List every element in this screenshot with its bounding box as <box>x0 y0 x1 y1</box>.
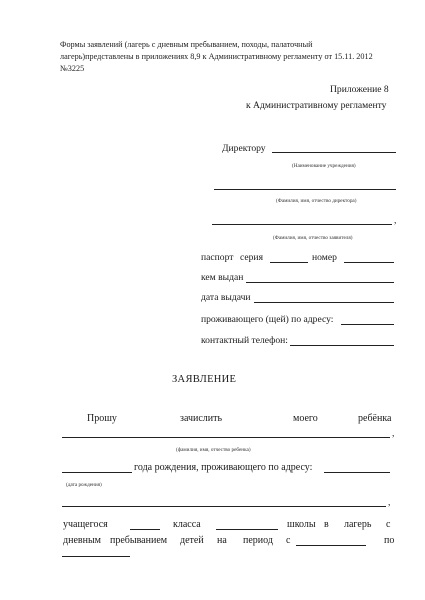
address-line <box>341 324 394 325</box>
director-name-caption: (Фамилия, имя, отчество директора) <box>276 198 357 204</box>
phone-label: контактный телефон: <box>201 335 288 346</box>
child-comma: , <box>392 428 395 439</box>
intro-line-3: №3225 <box>60 64 85 73</box>
word-na: на <box>217 535 227 546</box>
number-label: номер <box>312 252 337 263</box>
child-name-line <box>62 437 390 438</box>
word-po: по <box>384 535 395 546</box>
word-v: в <box>324 519 329 530</box>
word-uchashchegosya: учащегося <box>63 519 108 530</box>
birth-date-line <box>62 472 132 473</box>
series-line <box>270 262 308 263</box>
passport-label: паспорт <box>201 252 234 263</box>
word-s: с <box>386 519 391 530</box>
document-title: ЗАЯВЛЕНИЕ <box>172 374 237 385</box>
word-s-2: с <box>286 535 291 546</box>
issued-by-label: кем выдан <box>201 272 244 283</box>
word-period: период <box>243 535 273 546</box>
director-label: Директору <box>222 143 266 154</box>
word-prebyvaniem: пребыванием <box>110 535 168 546</box>
issue-date-label: дата выдачи <box>201 292 251 303</box>
address-comma: , <box>388 497 391 508</box>
word-proshu: Прошу <box>87 413 117 424</box>
institution-line <box>272 152 396 153</box>
issued-by-line <box>246 282 394 283</box>
word-zachislit: зачислить <box>180 413 223 424</box>
number-line <box>344 262 394 263</box>
applicant-caption: (Фамилия, имя, отчество заявителя) <box>273 235 353 241</box>
period-to-line <box>62 556 130 557</box>
intro-line-1: Формы заявлений (лагерь с дневным пребыванием, походы, палаточный <box>60 40 313 49</box>
word-shkoly: школы <box>287 519 316 530</box>
child-address-line-2 <box>62 506 386 507</box>
word-klassa: класса <box>173 519 201 530</box>
institution-caption: (Наименование учреждения) <box>292 163 356 169</box>
appendix-number: Приложение 8 <box>330 84 389 95</box>
word-moego: моего <box>293 413 318 424</box>
school-line <box>216 529 278 530</box>
word-lager: лагерь <box>344 519 372 530</box>
residing-label: проживающего (щей) по адресу: <box>201 314 334 325</box>
appendix-reference: к Административному регламенту <box>246 100 387 111</box>
grade-line <box>130 529 160 530</box>
period-from-line <box>296 545 366 546</box>
issue-date-line <box>254 302 394 303</box>
word-dnevnym: дневным <box>63 535 101 546</box>
applicant-comma: , <box>394 215 397 226</box>
applicant-name-line <box>212 224 392 225</box>
birth-date-caption: (дата рождения) <box>66 482 102 488</box>
child-address-line-1 <box>324 472 390 473</box>
series-label: серия <box>240 252 263 263</box>
word-rebenka: ребёнка <box>358 413 392 424</box>
intro-line-2: лагерь)представлены в приложениях 8,9 к Административному регламенту от 15.11. 2012 <box>60 52 373 61</box>
phone-line <box>290 345 394 346</box>
birth-text: года рождения, проживающего по адресу: <box>134 462 313 473</box>
child-name-caption: (фамилия, имя, отчество ребенка) <box>176 447 251 453</box>
director-name-line <box>214 189 396 190</box>
word-detey: детей <box>180 535 204 546</box>
